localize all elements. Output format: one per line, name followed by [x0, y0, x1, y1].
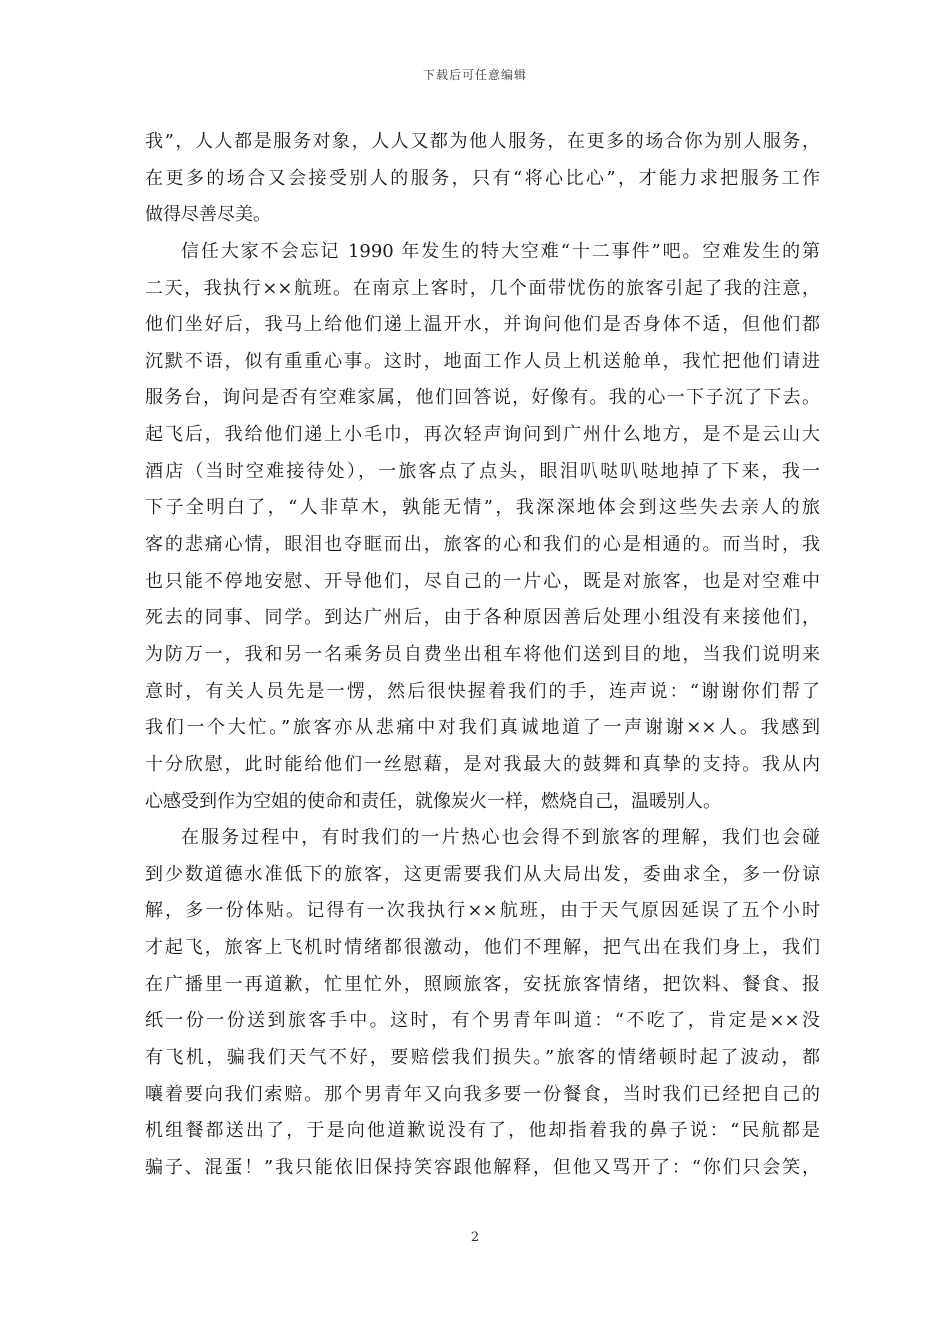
text-line: 在广播里一再道歉，忙里忙外，照顾旅客，安抚旅客情绪，把饮料、餐食、报 [145, 973, 820, 995]
text-line: 做得尽善尽美。 [145, 204, 271, 226]
text-line: 死去的同事、同学。到达广州后，由于各种原因善后处理小组没有来接他们， [145, 607, 820, 629]
text-line: 客的悲痛心情，眼泪也夺眶而出，旅客的心和我们的心是相通的。而当时，我 [145, 534, 820, 556]
page-header: 下载后可任意编辑 [422, 68, 527, 82]
page-number: 2 [470, 1230, 480, 1245]
text-line: 才起飞，旅客上飞机时情绪都很激动，他们不理解，把气出在我们身上，我们 [145, 937, 820, 959]
text-line: 到少数道德水准低下的旅客，这更需要我们从大局出发，委曲求全，多一份谅 [145, 863, 820, 885]
paragraph-2 [145, 234, 820, 820]
text-line: 在更多的场合又会接受别人的服务，只有“将心比心”，才能力求把服务工作 [145, 167, 820, 189]
text-line: 纸一份一份送到旅客手中。这时，有个男青年叫道：“不吃了，肯定是××没 [145, 1010, 820, 1032]
text-line: 意时，有关人员先是一愣，然后很快握着我们的手，连声说：“谢谢你们帮了 [145, 680, 820, 702]
text-line: 解，多一份体贴。记得有一次我执行××航班，由于天气原因延误了五个小时 [145, 900, 820, 922]
text-line: 二天，我执行××航班。在南京上客时，几个面带忧伤的旅客引起了我的注意， [145, 277, 820, 299]
text-line: 沉默不语，似有重重心事。这时，地面工作人员上机送舱单，我忙把他们请进 [145, 350, 820, 372]
text-line: 也只能不停地安慰、开导他们，尽自己的一片心，既是对旅客，也是对空难中 [145, 570, 820, 592]
paragraph-1 [145, 124, 820, 234]
text-line: 服务台，询问是否有空难家属，他们回答说，好像有。我的心一下子沉了下去。 [145, 387, 820, 409]
text-line: 嚷着要向我们索赔。那个男青年又向我多要一份餐食，当时我们已经把自己的 [145, 1083, 820, 1105]
text-line: 有飞机，骗我们天气不好，要赔偿我们损失。”旅客的情绪顿时起了波动，都 [145, 1047, 820, 1069]
text-line: 骗子、混蛋！”我只能依旧保持笑容跟他解释，但他又骂开了：“你们只会笑， [145, 1156, 820, 1178]
text-line: 起飞后，我给他们递上小毛巾，再次轻声询问到广州什么地方，是不是云山大 [145, 424, 820, 446]
text-line: 心感受到作为空姐的使命和责任，就像炭火一样，燃烧自己，温暖别人。 [145, 790, 721, 812]
text-line: 十分欣慰，此时能给他们一丝慰藉，是对我最大的鼓舞和真挚的支持。我从内 [145, 753, 820, 775]
text-line: 在服务过程中，有时我们的一片热心也会得不到旅客的理解，我们也会碰 [181, 827, 820, 849]
text-line: 我”，人人都是服务对象，人人又都为他人服务，在更多的场合你为别人服务， [145, 131, 820, 152]
text-line: 酒店（当时空难接待处），一旅客点了点头，眼泪叭哒叭哒地掉了下来，我一 [145, 460, 820, 482]
text-line: 为防万一，我和另一名乘务员自费坐出租车将他们送到目的地，当我们说明来 [145, 643, 820, 665]
text-line: 机组餐都送出了，于是向他道歉说没有了，他却指着我的鼻子说：“民航都是 [145, 1120, 820, 1142]
text-line: 信任大家不会忘记 1990 年发生的特大空难“十二事件”吧。空难发生的第 [181, 240, 820, 262]
text-line: 他们坐好后，我马上给他们递上温开水，并询问他们是否身体不适，但他们都 [145, 314, 820, 336]
paragraph-3 [145, 820, 820, 1186]
text-line: 下子全明白了，“人非草木，孰能无情”，我深深地体会到这些失去亲人的旅 [145, 497, 820, 519]
document-body [145, 124, 820, 1187]
text-line: 我们一个大忙。”旅客亦从悲痛中对我们真诚地道了一声谢谢××人。我感到 [145, 717, 820, 739]
